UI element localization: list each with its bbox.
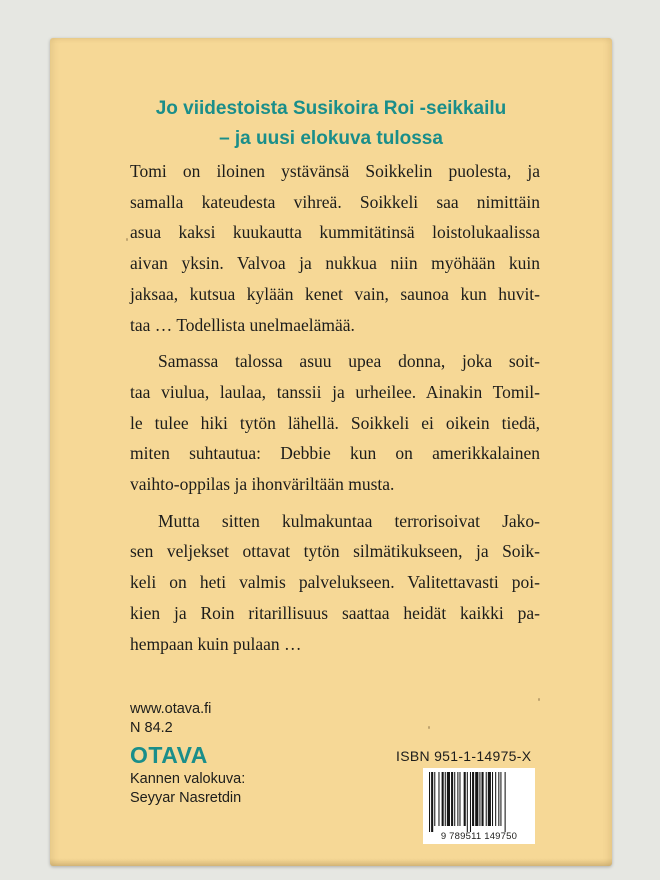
isbn-label: ISBN 951-1-14975-X [396,748,532,764]
barcode-bar [457,772,458,826]
publisher-logo: OTAVA [130,742,208,768]
barcode-bar [505,772,506,832]
paragraph-3 [130,506,540,660]
barcode-bar [454,772,455,826]
blurb-line: aivan yksin. Valvoa ja nukkua niin myöhään kuin [130,253,540,274]
photographer-name: Seyyar Nasretdin [130,790,242,806]
blurb-line: asua kaksi kuukautta kummitätinsä loistolukaalissa [130,222,540,243]
barcode-bar [479,772,480,826]
barcode-bar [492,772,493,826]
blurb-line: hempaan kuin pulaan … [130,633,302,654]
blurb-line: Tomi on iloinen ystävänsä Soikkelin puolesta, ja [130,161,540,181]
barcode-bar [486,772,487,826]
publisher-info [130,700,245,808]
blurb-line: miten suhtautua: Debbie kun on amerikkalainen [130,443,540,464]
barcode-bar [475,772,478,826]
barcode-bar [488,772,491,826]
classification-code: N 84.2 [130,720,173,736]
blurb-line: Mutta sitten kulmakuntaa terrorisoivat Jako- [158,510,540,531]
barcode-bar [438,772,439,826]
headline-line-2: – ja uusi elokuva tulossa [219,128,443,149]
website-url: www.otava.fi [130,701,212,717]
barcode-bars [423,768,535,832]
barcode-bar [467,772,468,832]
blurb-line: taa … Todellista unelmaelämää. [130,314,355,335]
barcode-bar [447,772,450,826]
book-back-cover [50,38,612,866]
blurb-line: jaksaa, kutsua kylään kenet vain, saunoa kun huvit- [130,283,540,304]
barcode-bar [482,772,484,826]
barcode-bar [500,772,501,826]
blurb-line: sen veljekset ottavat tytön silmätikukseen, ja Soik- [130,541,540,562]
blurb-line: keli on heti valmis palvelukseen. Valitettavasti poi- [130,572,540,593]
barcode-bar [495,772,496,826]
barcode-bar [451,772,453,826]
cover-speck [538,698,540,701]
paragraph-2 [130,346,540,500]
cover-speck [428,726,430,729]
barcode-bar [434,772,435,826]
barcode-bar [498,772,499,826]
barcode-bar [442,772,444,826]
blurb-line: taa viulua, laulaa, tanssii ja urheilee. Ainakin Tomil- [130,381,540,402]
barcode-bar [464,772,466,826]
blurb-line: vaihto-oppilas ja ihonväriltään musta. [130,474,395,495]
barcode-bar [445,772,446,826]
barcode-bar [431,772,433,832]
blurb-line: le tulee hiki tytön lähellä. Soikkeli ei oikein tiedä, [130,412,540,433]
barcode-bar [470,772,471,832]
blurb-line: kien ja Roin ritarillisuus saattaa heidät kaikki pa- [130,602,540,623]
cover-speck [126,238,128,241]
photo-credit-label: Kannen valokuva: [130,771,246,787]
blurb-line: samalla kateudesta vihreä. Soikkeli saa nimittäin [130,191,540,212]
headline [50,94,612,154]
blurb-line: Samassa talossa asuu upea donna, joka soit- [158,351,540,372]
barcode-bar [429,772,430,832]
blurb [130,156,540,665]
barcode-bar [459,772,460,826]
paragraph-1 [130,156,540,340]
barcode-number: 9 789511 149750 [440,831,518,842]
barcode [423,768,535,844]
headline-line-1: Jo viidestoista Susikoira Roi -seikkailu [155,98,507,119]
barcode-bar [472,772,474,826]
